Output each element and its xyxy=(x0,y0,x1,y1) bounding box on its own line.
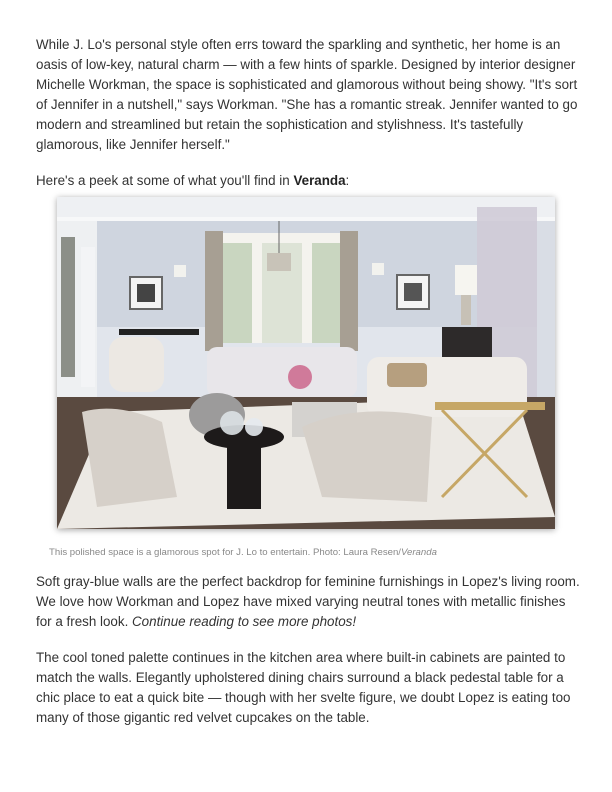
living-room-photo xyxy=(57,197,555,529)
caption-text: This polished space is a glamorous spot for J. Lo to entertain. Photo: Laura Resen/ xyxy=(49,547,401,558)
intro-paragraph: While J. Lo's personal style often errs toward the sparkling and synthetic, her home is an oasis of low-key, natural charm — with a few hints of sparkle. Designed by interior designer Michelle Workman, the space is sophisticated and glamorous without being showy. "It's sort of Jennifer in a nutshell," says Workman. "She has a romantic streak. Jennifer wanted to go modern and streamlined but retain the sophistication and stylishness. It's tastefully glamorous, like Jennifer herself." xyxy=(36,37,578,152)
preview-paragraph xyxy=(36,171,581,191)
photo-caption xyxy=(49,547,437,558)
preview-text: Here's a peek at some of what you'll find in xyxy=(36,173,294,188)
living-room-text: Soft gray-blue walls are the perfect backdrop for feminine furnishings in Lopez's living room. We love how Workman and Lopez have mixed varying neutral tones with metallic finishes for a fresh look. xyxy=(36,574,580,629)
preview-suffix: : xyxy=(345,173,350,188)
living-room-paragraph xyxy=(36,572,581,632)
continue-reading-link[interactable]: Continue reading to see more photos! xyxy=(132,614,357,629)
veranda-link[interactable]: Veranda xyxy=(293,173,346,188)
caption-source: Veranda xyxy=(400,547,437,558)
kitchen-paragraph: The cool toned palette continues in the kitchen area where built-in cabinets are painted to match the walls. Elegantly upholstered dining chairs surround a black pedestal table for a chic place to eat a quick bite — though with her svelte figure, we doubt Lopez is eating too many of those gigantic red velvet cupcakes on the table. xyxy=(36,650,571,725)
